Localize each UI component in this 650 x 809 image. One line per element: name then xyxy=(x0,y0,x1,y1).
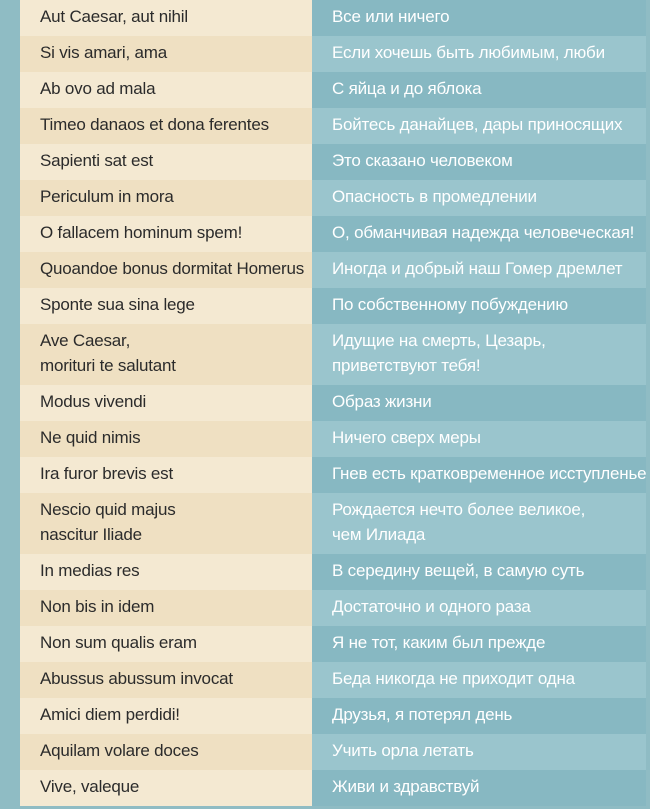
latin-phrase-line: Vive, valeque xyxy=(40,777,140,796)
latin-phrase-line: Non sum qualis eram xyxy=(40,633,197,652)
russian-translation xyxy=(312,662,646,698)
phrase-table xyxy=(20,0,646,809)
latin-phrase-line: Ne quid nimis xyxy=(40,428,141,447)
latin-phrase xyxy=(20,421,312,457)
latin-phrase-line: Non bis in idem xyxy=(40,597,155,616)
latin-phrase xyxy=(20,770,312,806)
russian-translation xyxy=(312,385,646,421)
russian-translation xyxy=(312,180,646,216)
russian-translation-line: Друзья, я потерял день xyxy=(332,705,513,724)
left-border xyxy=(0,0,20,809)
latin-phrase xyxy=(20,108,312,144)
phrase-row xyxy=(20,144,646,180)
latin-phrase xyxy=(20,698,312,734)
phrase-row xyxy=(20,734,646,770)
latin-phrase xyxy=(20,144,312,180)
russian-translation-line: Все или ничего xyxy=(332,7,450,26)
latin-phrase-line: Sponte sua sina lege xyxy=(40,295,195,314)
latin-phrase xyxy=(20,72,312,108)
russian-translation-line: Образ жизни xyxy=(332,392,432,411)
latin-phrase xyxy=(20,216,312,252)
phrase-row xyxy=(20,180,646,216)
latin-phrase-line: O fallacem hominum spem! xyxy=(40,223,243,242)
russian-translation xyxy=(312,216,646,252)
phrase-row xyxy=(20,216,646,252)
latin-phrase-line: Modus vivendi xyxy=(40,392,147,411)
phrase-row xyxy=(20,72,646,108)
phrase-row xyxy=(20,457,646,493)
russian-translation xyxy=(312,36,646,72)
phrase-row xyxy=(20,0,646,36)
latin-phrase-line: Sapienti sat est xyxy=(40,151,154,170)
latin-phrase-line: Ave Caesar, xyxy=(40,331,131,350)
latin-phrase xyxy=(20,493,312,554)
russian-translation-line: Достаточно и одного раза xyxy=(332,597,531,616)
phrase-row xyxy=(20,590,646,626)
russian-translation-line: С яйца и до яблока xyxy=(332,79,482,98)
latin-phrase-line: Aut Caesar, aut nihil xyxy=(40,7,188,26)
phrase-row xyxy=(20,288,646,324)
russian-translation-line: Иногда и добрый наш Гомер дремлет xyxy=(332,259,623,278)
russian-translation-line: Если хочешь быть любимым, люби xyxy=(332,43,605,62)
latin-phrase-line: Ira furor brevis est xyxy=(40,464,173,483)
latin-phrase-line: Timeo danaos et dona ferentes xyxy=(40,115,269,134)
russian-translation-line: Учить орла летать xyxy=(332,741,474,760)
latin-phrase xyxy=(20,180,312,216)
russian-translation xyxy=(312,734,646,770)
russian-translation xyxy=(312,421,646,457)
russian-translation xyxy=(312,457,646,493)
phrase-row xyxy=(20,698,646,734)
latin-phrase-line: Ab ovo ad mala xyxy=(40,79,156,98)
russian-translation-line: Идущие на смерть, Цезарь, xyxy=(332,331,546,350)
russian-translation-line: О, обманчивая надежда человеческая! xyxy=(332,223,635,242)
russian-translation-line: Ничего сверх меры xyxy=(332,428,481,447)
phrase-row xyxy=(20,770,646,806)
latin-phrase xyxy=(20,0,312,36)
latin-phrase xyxy=(20,457,312,493)
russian-translation-line: чем Илиада xyxy=(332,525,426,544)
russian-translation xyxy=(312,108,646,144)
russian-translation-line: В середину вещей, в самую суть xyxy=(332,561,585,580)
phrase-row xyxy=(20,662,646,698)
latin-phrase xyxy=(20,590,312,626)
russian-translation xyxy=(312,493,646,554)
phrase-row xyxy=(20,324,646,385)
russian-translation xyxy=(312,288,646,324)
latin-phrase xyxy=(20,734,312,770)
russian-translation xyxy=(312,698,646,734)
russian-translation xyxy=(312,590,646,626)
phrase-row xyxy=(20,108,646,144)
russian-translation-line: Опасность в промедлении xyxy=(332,187,537,206)
right-border xyxy=(646,0,650,809)
russian-translation-line: Гнев есть кратковременное исступленье xyxy=(332,464,647,483)
phrase-row xyxy=(20,36,646,72)
russian-translation-line: приветствуют тебя! xyxy=(332,356,481,375)
latin-phrase-line: nascitur Iliade xyxy=(40,525,142,544)
russian-translation-line: Это сказано человеком xyxy=(332,151,513,170)
russian-translation xyxy=(312,554,646,590)
latin-phrase-line: Nescio quid majus xyxy=(40,500,176,519)
latin-phrase-line: Quoandoe bonus dormitat Homerus xyxy=(40,259,305,278)
latin-phrase xyxy=(20,324,312,385)
latin-phrase xyxy=(20,36,312,72)
latin-phrase xyxy=(20,626,312,662)
phrase-row xyxy=(20,421,646,457)
russian-translation xyxy=(312,0,646,36)
russian-translation xyxy=(312,72,646,108)
russian-translation-line: Рождается нечто более великое, xyxy=(332,500,586,519)
phrase-row xyxy=(20,626,646,662)
russian-translation-line: По собственному побуждению xyxy=(332,295,568,314)
russian-translation xyxy=(312,324,646,385)
latin-phrase-line: Amici diem perdidi! xyxy=(40,705,180,724)
russian-translation-line: Беда никогда не приходит одна xyxy=(332,669,575,688)
phrase-row xyxy=(20,385,646,421)
russian-translation xyxy=(312,770,646,806)
phrase-row xyxy=(20,554,646,590)
latin-phrase-line: Si vis amari, ama xyxy=(40,43,167,62)
latin-phrase-line: Periculum in mora xyxy=(40,187,174,206)
russian-translation xyxy=(312,252,646,288)
russian-translation-line: Бойтесь данайцев, дары приносящих xyxy=(332,115,623,134)
latin-phrase-line: In medias res xyxy=(40,561,140,580)
latin-phrase-line: Abussus abussum invocat xyxy=(40,669,233,688)
latin-phrase xyxy=(20,252,312,288)
phrase-row xyxy=(20,252,646,288)
latin-phrase-line: Aquilam volare doces xyxy=(40,741,199,760)
latin-phrase-line: morituri te salutant xyxy=(40,356,176,375)
latin-phrase xyxy=(20,554,312,590)
latin-phrase xyxy=(20,662,312,698)
russian-translation-line: Живи и здравствуй xyxy=(332,777,480,796)
latin-phrase xyxy=(20,288,312,324)
phrase-row xyxy=(20,493,646,554)
russian-translation xyxy=(312,626,646,662)
russian-translation xyxy=(312,144,646,180)
russian-translation-line: Я не тот, каким был прежде xyxy=(332,633,546,652)
latin-phrase xyxy=(20,385,312,421)
